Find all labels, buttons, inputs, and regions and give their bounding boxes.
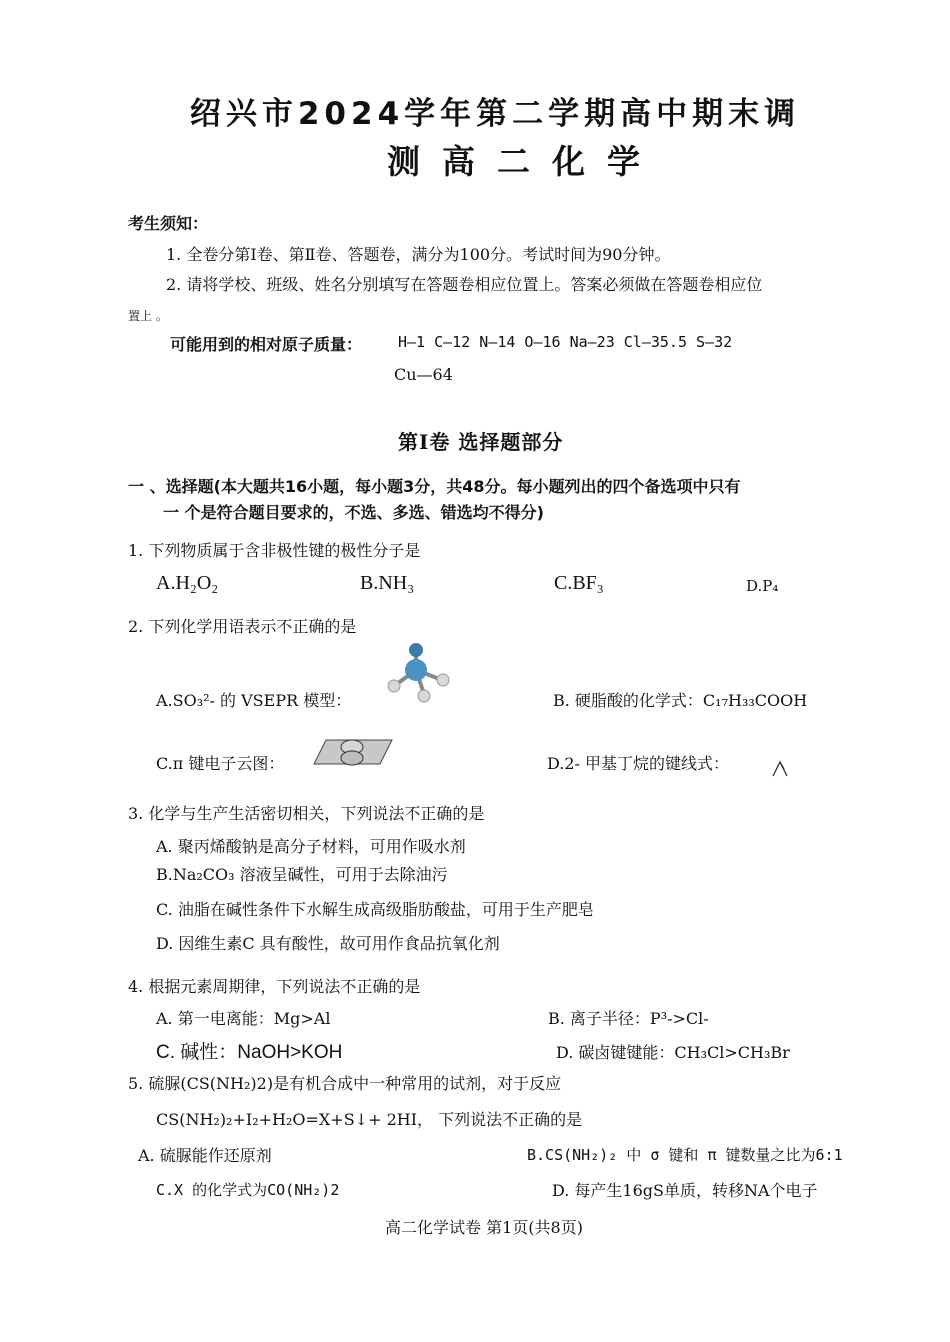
vsepr-model-image xyxy=(380,640,456,708)
page-footer: 高二化学试卷 第1页(共8页) xyxy=(385,1218,583,1237)
notice-item-2-cont: 置上 。 xyxy=(128,309,168,323)
q2-option-b: B. 硬脂酸的化学式：C₁₇H₃₃COOH xyxy=(553,691,808,710)
notice-heading: 考生须知： xyxy=(128,214,209,233)
notice-item-2: 2. 请将学校、班级、姓名分别填写在答题卷相应位置上。答案必须做在答题卷相应位 xyxy=(166,275,763,294)
exam-title-line1: 绍兴市2024学年第二学期高中期末调 xyxy=(189,96,801,132)
notice-item-1: 1. 全卷分第Ⅰ卷、第Ⅱ卷、答题卷，满分为100分。考试时间为90分钟。 xyxy=(166,245,671,264)
q1-option-a: A.H₂O₂ xyxy=(156,572,219,594)
atomic-mass-values-2: Cu—64 xyxy=(394,365,453,384)
q3-option-d: D. 因维生素C 具有酸性，故可用作食品抗氧化剂 xyxy=(156,934,500,953)
q2-option-c: C.π 键电子云图： xyxy=(156,754,285,773)
q5-option-a: A. 硫脲能作还原剂 xyxy=(138,1146,272,1165)
q4-option-b: B. 离子半径：P³->Cl- xyxy=(548,1009,709,1028)
pi-bond-cloud-image xyxy=(312,736,396,770)
part-instructions-line1: 一 、选择题(本大题共16小题，每小题3分，共48分。每小题列出的四个备选项中只有 xyxy=(128,477,741,496)
q1-option-d: D.P₄ xyxy=(746,577,779,595)
q3-option-b: B.Na₂CO₃ 溶液呈碱性，可用于去除油污 xyxy=(156,865,448,884)
q5-option-d: D. 每产生16gS单质，转移NA个电子 xyxy=(552,1181,818,1200)
exam-title-line2: 测高二化学 xyxy=(387,142,662,181)
q2-stem: 2. 下列化学用语表示不正确的是 xyxy=(128,617,357,636)
atomic-mass-values: H—1 C—12 N—14 O—16 Na—23 Cl—35.5 S—32 xyxy=(398,333,733,351)
q2-option-a: A.SO₃²- 的 VSEPR 模型： xyxy=(156,691,352,710)
q5-option-b: B.CS(NH₂)₂ 中 σ 键和 π 键数量之比为6:1 xyxy=(527,1146,843,1164)
section-title: 第Ⅰ卷 选择题部分 xyxy=(398,430,564,454)
q4-option-a: A. 第一电离能：Mg>Al xyxy=(156,1009,331,1028)
bond-line-formula-image xyxy=(770,758,790,778)
q4-stem: 4. 根据元素周期律，下列说法不正确的是 xyxy=(128,977,421,996)
q2-option-d: D.2- 甲基丁烷的键线式： xyxy=(547,754,730,773)
q3-option-c: C. 油脂在碱性条件下水解生成高级脂肪酸盐，可用于生产肥皂 xyxy=(156,900,594,919)
q1-option-c: C.BF₃ xyxy=(554,572,604,594)
q3-stem: 3. 化学与生产生活密切相关，下列说法不正确的是 xyxy=(128,804,485,823)
q5-stem-2: CS(NH₂)₂+I₂+H₂O=X+S↓+ 2HI， 下列说法不正确的是 xyxy=(156,1110,583,1129)
q3-option-a: A. 聚丙烯酸钠是高分子材料，可用作吸水剂 xyxy=(156,837,466,856)
q4-option-d: D. 碳卤键键能：CH₃Cl>CH₃Br xyxy=(556,1043,790,1062)
q5-stem: 5. 硫脲(CS(NH₂)2)是有机合成中一种常用的试剂，对于反应 xyxy=(128,1074,562,1093)
atomic-mass-label: 可能用到的相对原子质量： xyxy=(170,335,363,354)
q4-option-c: C. 碱性：NaOH>KOH xyxy=(156,1042,343,1063)
q5-option-c: C.X 的化学式为CO(NH₂)2 xyxy=(156,1181,340,1199)
q1-option-b: B.NH₃ xyxy=(360,572,415,594)
part-instructions-line2: 一 个是符合题目要求的，不选、多选、错选均不得分) xyxy=(163,503,544,522)
q1-stem: 1. 下列物质属于含非极性键的极性分子是 xyxy=(128,541,421,560)
